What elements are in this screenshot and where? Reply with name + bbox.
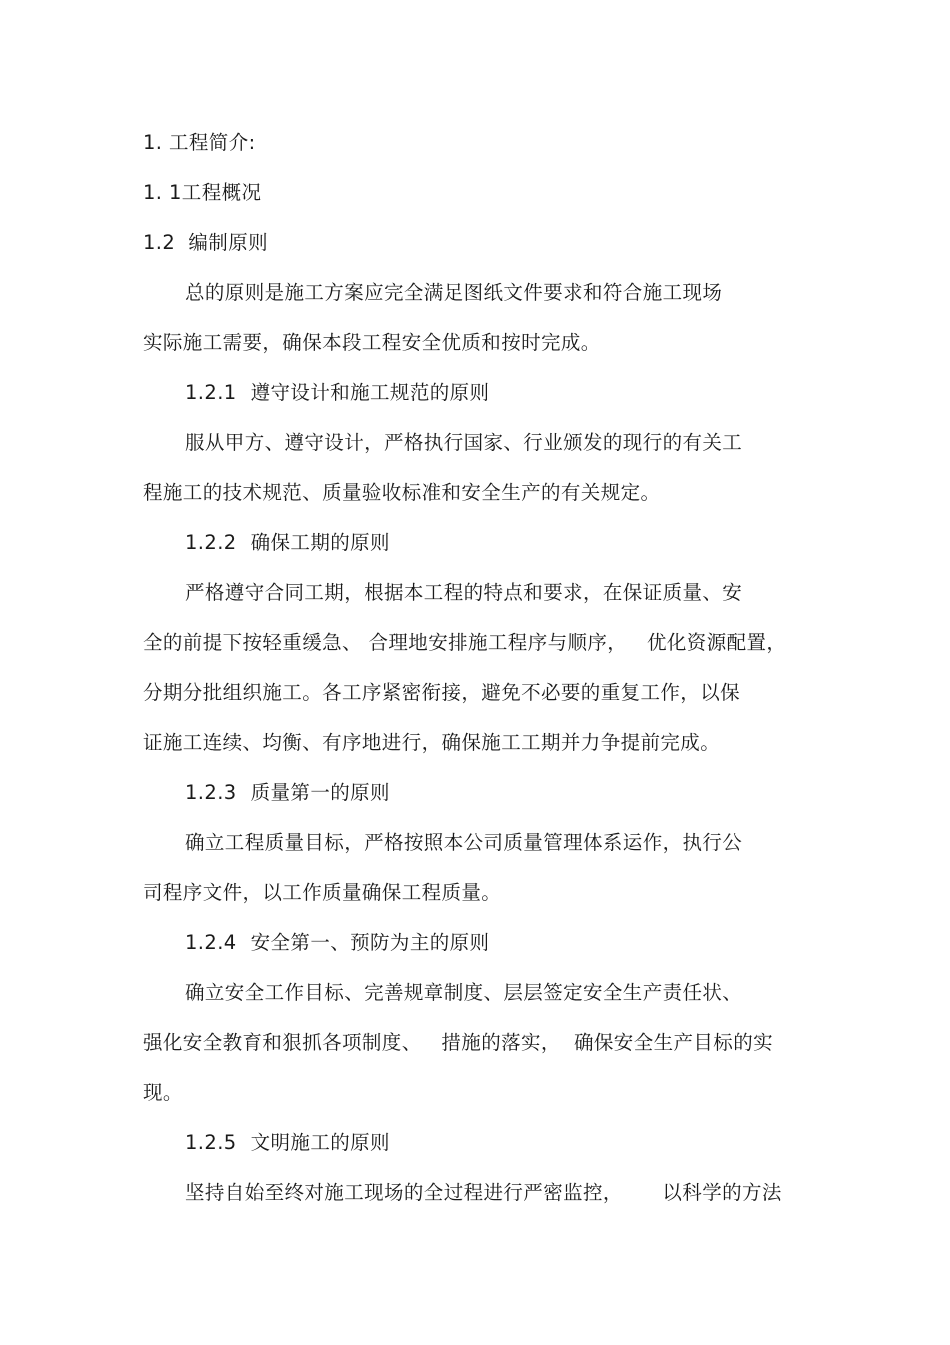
heading-compilation-principles: 1.2 编制原则 [143, 231, 269, 254]
section-number: 1.2.2 [185, 531, 237, 554]
section-heading-1-2-5 [185, 1130, 390, 1156]
paragraph-line: 证施工连续、均衡、有序地进行，确保施工工期并力争提前完成。 [143, 731, 721, 754]
section-number: 1.2.5 [185, 1131, 237, 1154]
paragraph-line: 全的前提下按轻重缓急、 合理地安排施工程序与顺序， 优化资源配置， [143, 631, 787, 654]
section-heading-1-2-1 [185, 380, 489, 406]
paragraph-line: 坚持自始至终对施工现场的全过程进行严密监控， 以科学的方法 [185, 1181, 782, 1204]
intro-paragraph-line: 实际施工需要，确保本段工程安全优质和按时完成。 [143, 331, 601, 354]
section-heading-1-2-4 [185, 930, 489, 956]
section-title: 文明施工的原则 [250, 1131, 390, 1154]
section-number: 1.2.4 [185, 931, 237, 954]
section-heading-1-2-2 [185, 530, 390, 556]
paragraph-line: 强化安全教育和狠抓各项制度、 措施的落实， 确保安全生产目标的实 [143, 1031, 773, 1054]
paragraph-line: 现。 [143, 1081, 183, 1104]
section-title: 遵守设计和施工规范的原则 [250, 381, 490, 404]
paragraph-line: 确立安全工作目标、完善规章制度、层层签定安全生产责任状、 [185, 981, 743, 1004]
paragraph-line: 服从甲方、遵守设计，严格执行国家、行业颁发的现行的有关工 [185, 431, 743, 454]
paragraph-line: 确立工程质量目标，严格按照本公司质量管理体系运作，执行公 [185, 831, 743, 854]
section-number: 1.2.3 [185, 781, 237, 804]
section-heading-1-2-3 [185, 780, 390, 806]
section-title: 安全第一、预防为主的原则 [250, 931, 490, 954]
paragraph-line: 司程序文件，以工作质量确保工程质量。 [143, 881, 502, 904]
section-number: 1.2.1 [185, 381, 237, 404]
paragraph-line: 程施工的技术规范、质量验收标准和安全生产的有关规定。 [143, 481, 661, 504]
section-title: 确保工期的原则 [250, 531, 390, 554]
paragraph-line: 分期分批组织施工。各工序紧密衔接，避免不必要的重复工作，以保 [143, 681, 741, 704]
paragraph-line: 严格遵守合同工期，根据本工程的特点和要求，在保证质量、安 [185, 581, 743, 604]
section-title: 质量第一的原则 [250, 781, 390, 804]
intro-paragraph-line: 总的原则是施工方案应完全满足图纸文件要求和符合施工现场 [185, 281, 723, 304]
heading-project-summary: 1. 1工程概况 [143, 181, 262, 204]
heading-engineering-overview: 1. 工程简介: [143, 131, 256, 154]
